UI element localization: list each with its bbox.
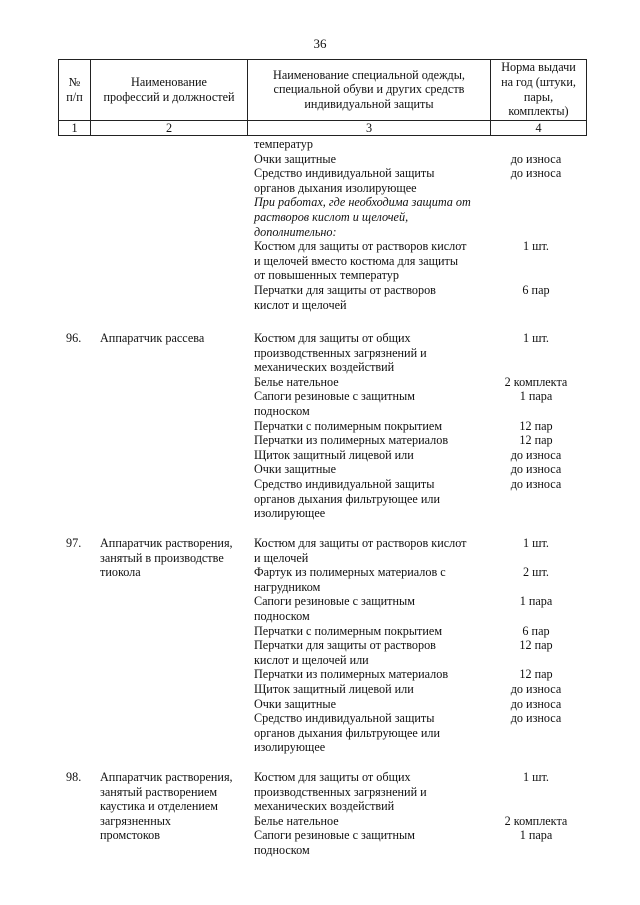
equipment-line: Костюм для защиты от общих	[254, 770, 411, 784]
header-num-3: 3	[365, 120, 373, 135]
norm-value: 2 шт.	[523, 565, 549, 580]
norm-value: 2 комплекта	[504, 813, 568, 828]
norm-value: 12 пар	[519, 667, 553, 682]
equipment-line: Перчатки из полимерных материалов	[254, 667, 449, 682]
profession-line: Аппаратчик растворения,	[100, 770, 233, 784]
norm-value: до износа	[510, 447, 562, 462]
row-number: 96.	[66, 331, 82, 345]
norm-value: до износа	[510, 462, 562, 477]
norm-value: 6 пар	[522, 623, 550, 638]
equipment-line: температур	[254, 137, 313, 151]
row-number: 97.	[66, 536, 82, 550]
equipment-line: производственных загрязнений и	[254, 345, 427, 360]
equipment-line: Перчатки для защиты от растворов	[254, 283, 436, 297]
equipment-line: изолирующее	[254, 740, 326, 755]
header-num-2: 2	[165, 120, 173, 135]
norm-value: 1 пара	[519, 594, 553, 609]
equipment-line: Сапоги резиновые с защитным	[254, 594, 415, 609]
norm-value: до износа	[510, 477, 562, 491]
header-col-number: № п/п	[66, 74, 83, 104]
equipment-line: Щиток защитный лицевой или	[254, 682, 414, 696]
header-num-4: 4	[535, 120, 542, 135]
equipment-line: и щелочей вместо костюма для защиты	[254, 253, 459, 268]
equipment-line: органов дыхания фильтрующее или	[254, 491, 441, 506]
equipment-line: Перчатки с полимерным покрытием	[254, 623, 443, 638]
profession-line: промстоков	[100, 828, 161, 843]
equipment-line: механических воздействий	[254, 799, 395, 814]
norm-value: 1 пара	[519, 389, 553, 404]
norm-value: 12 пар	[519, 418, 553, 433]
header-num-1: 1	[71, 120, 78, 135]
equipment-line: Очки защитные	[254, 462, 336, 477]
equipment-line: нагрудником	[254, 579, 321, 594]
equipment-line: Фартук из полимерных материалов с	[254, 565, 446, 580]
norm-value: 1 шт.	[523, 239, 549, 254]
equipment-line: Белье нательное	[254, 813, 339, 828]
equipment-line: Средство индивидуальной защиты	[254, 477, 435, 491]
profession-line: занятый растворением	[100, 784, 218, 799]
equipment-line: растворов кислот и щелочей,	[254, 210, 409, 224]
equipment-line: кислот и щелочей	[254, 297, 347, 312]
equipment-line: Перчатки с полимерным покрытием	[254, 418, 443, 433]
equipment-line: Очки защитные	[254, 696, 336, 711]
equipment-line: Сапоги резиновые с защитным	[254, 828, 415, 843]
equipment-line: При работах, где необходима защита от	[254, 195, 471, 210]
norm-value: 6 пар	[522, 283, 550, 297]
equipment-line: изолирующее	[254, 506, 326, 521]
header-col-equipment: Наименование специальной одежды, специальной обуви и других средств индивидуальной защиты	[273, 67, 465, 111]
equipment-line: подноском	[254, 609, 310, 623]
equipment-line: производственных загрязнений и	[254, 784, 427, 799]
norm-value: 1 шт.	[523, 331, 549, 345]
equipment-line: Перчатки для защиты от растворов	[254, 638, 436, 653]
profession-line: Аппаратчик растворения,	[100, 536, 233, 550]
equipment-line: Костюм для защиты от общих	[254, 331, 411, 345]
profession-line: загрязненных	[100, 813, 171, 828]
equipment-line: механических воздействий	[254, 360, 395, 375]
equipment-line: подноском	[254, 843, 310, 857]
profession-line: занятый в производстве	[100, 550, 224, 565]
equipment-line: дополнительно:	[254, 224, 337, 239]
norm-value: 2 комплекта	[504, 374, 568, 389]
equipment-line: Перчатки из полимерных материалов	[254, 433, 449, 448]
norm-value: до износа	[510, 151, 562, 166]
profession-line: тиокола	[100, 565, 141, 580]
norm-value: до износа	[510, 166, 562, 181]
equipment-line: органов дыхания изолирующее	[254, 180, 417, 195]
profession-line: каустика и отделением	[100, 799, 219, 814]
norm-value: до износа	[510, 711, 562, 726]
equipment-line: от повышенных температур	[254, 268, 399, 283]
norm-value: 1 пара	[519, 828, 553, 843]
equipment-line: Очки защитные	[254, 151, 336, 166]
equipment-line: Белье нательное	[254, 374, 339, 389]
page-number: 36	[313, 36, 327, 51]
header-col-norm: Норма выдачи на год (штуки, пары, комплекты)	[501, 60, 576, 119]
equipment-line: Костюм для защиты от растворов кислот	[254, 239, 467, 254]
equipment-line: подноском	[254, 404, 310, 418]
row-number: 98.	[66, 770, 82, 784]
norm-value: до износа	[510, 696, 562, 711]
header-col-profession: Наименование профессий и должностей	[103, 74, 235, 104]
profession-line: Аппаратчик рассева	[100, 331, 205, 345]
equipment-line: Средство индивидуальной защиты	[254, 166, 435, 181]
equipment-line: и щелочей	[254, 550, 309, 565]
equipment-line: Щиток защитный лицевой или	[254, 447, 414, 462]
equipment-line: Средство индивидуальной защиты	[254, 711, 435, 726]
norm-value: 1 шт.	[523, 536, 549, 550]
equipment-line: кислот и щелочей или	[254, 652, 369, 667]
equipment-line: органов дыхания фильтрующее или	[254, 725, 441, 740]
norm-value: 1 шт.	[523, 770, 549, 784]
norm-value: 12 пар	[519, 638, 553, 653]
norm-value: 12 пар	[519, 433, 553, 448]
equipment-line: Костюм для защиты от растворов кислот	[254, 536, 467, 550]
equipment-line: Сапоги резиновые с защитным	[254, 389, 415, 404]
norm-value: до износа	[510, 682, 562, 696]
